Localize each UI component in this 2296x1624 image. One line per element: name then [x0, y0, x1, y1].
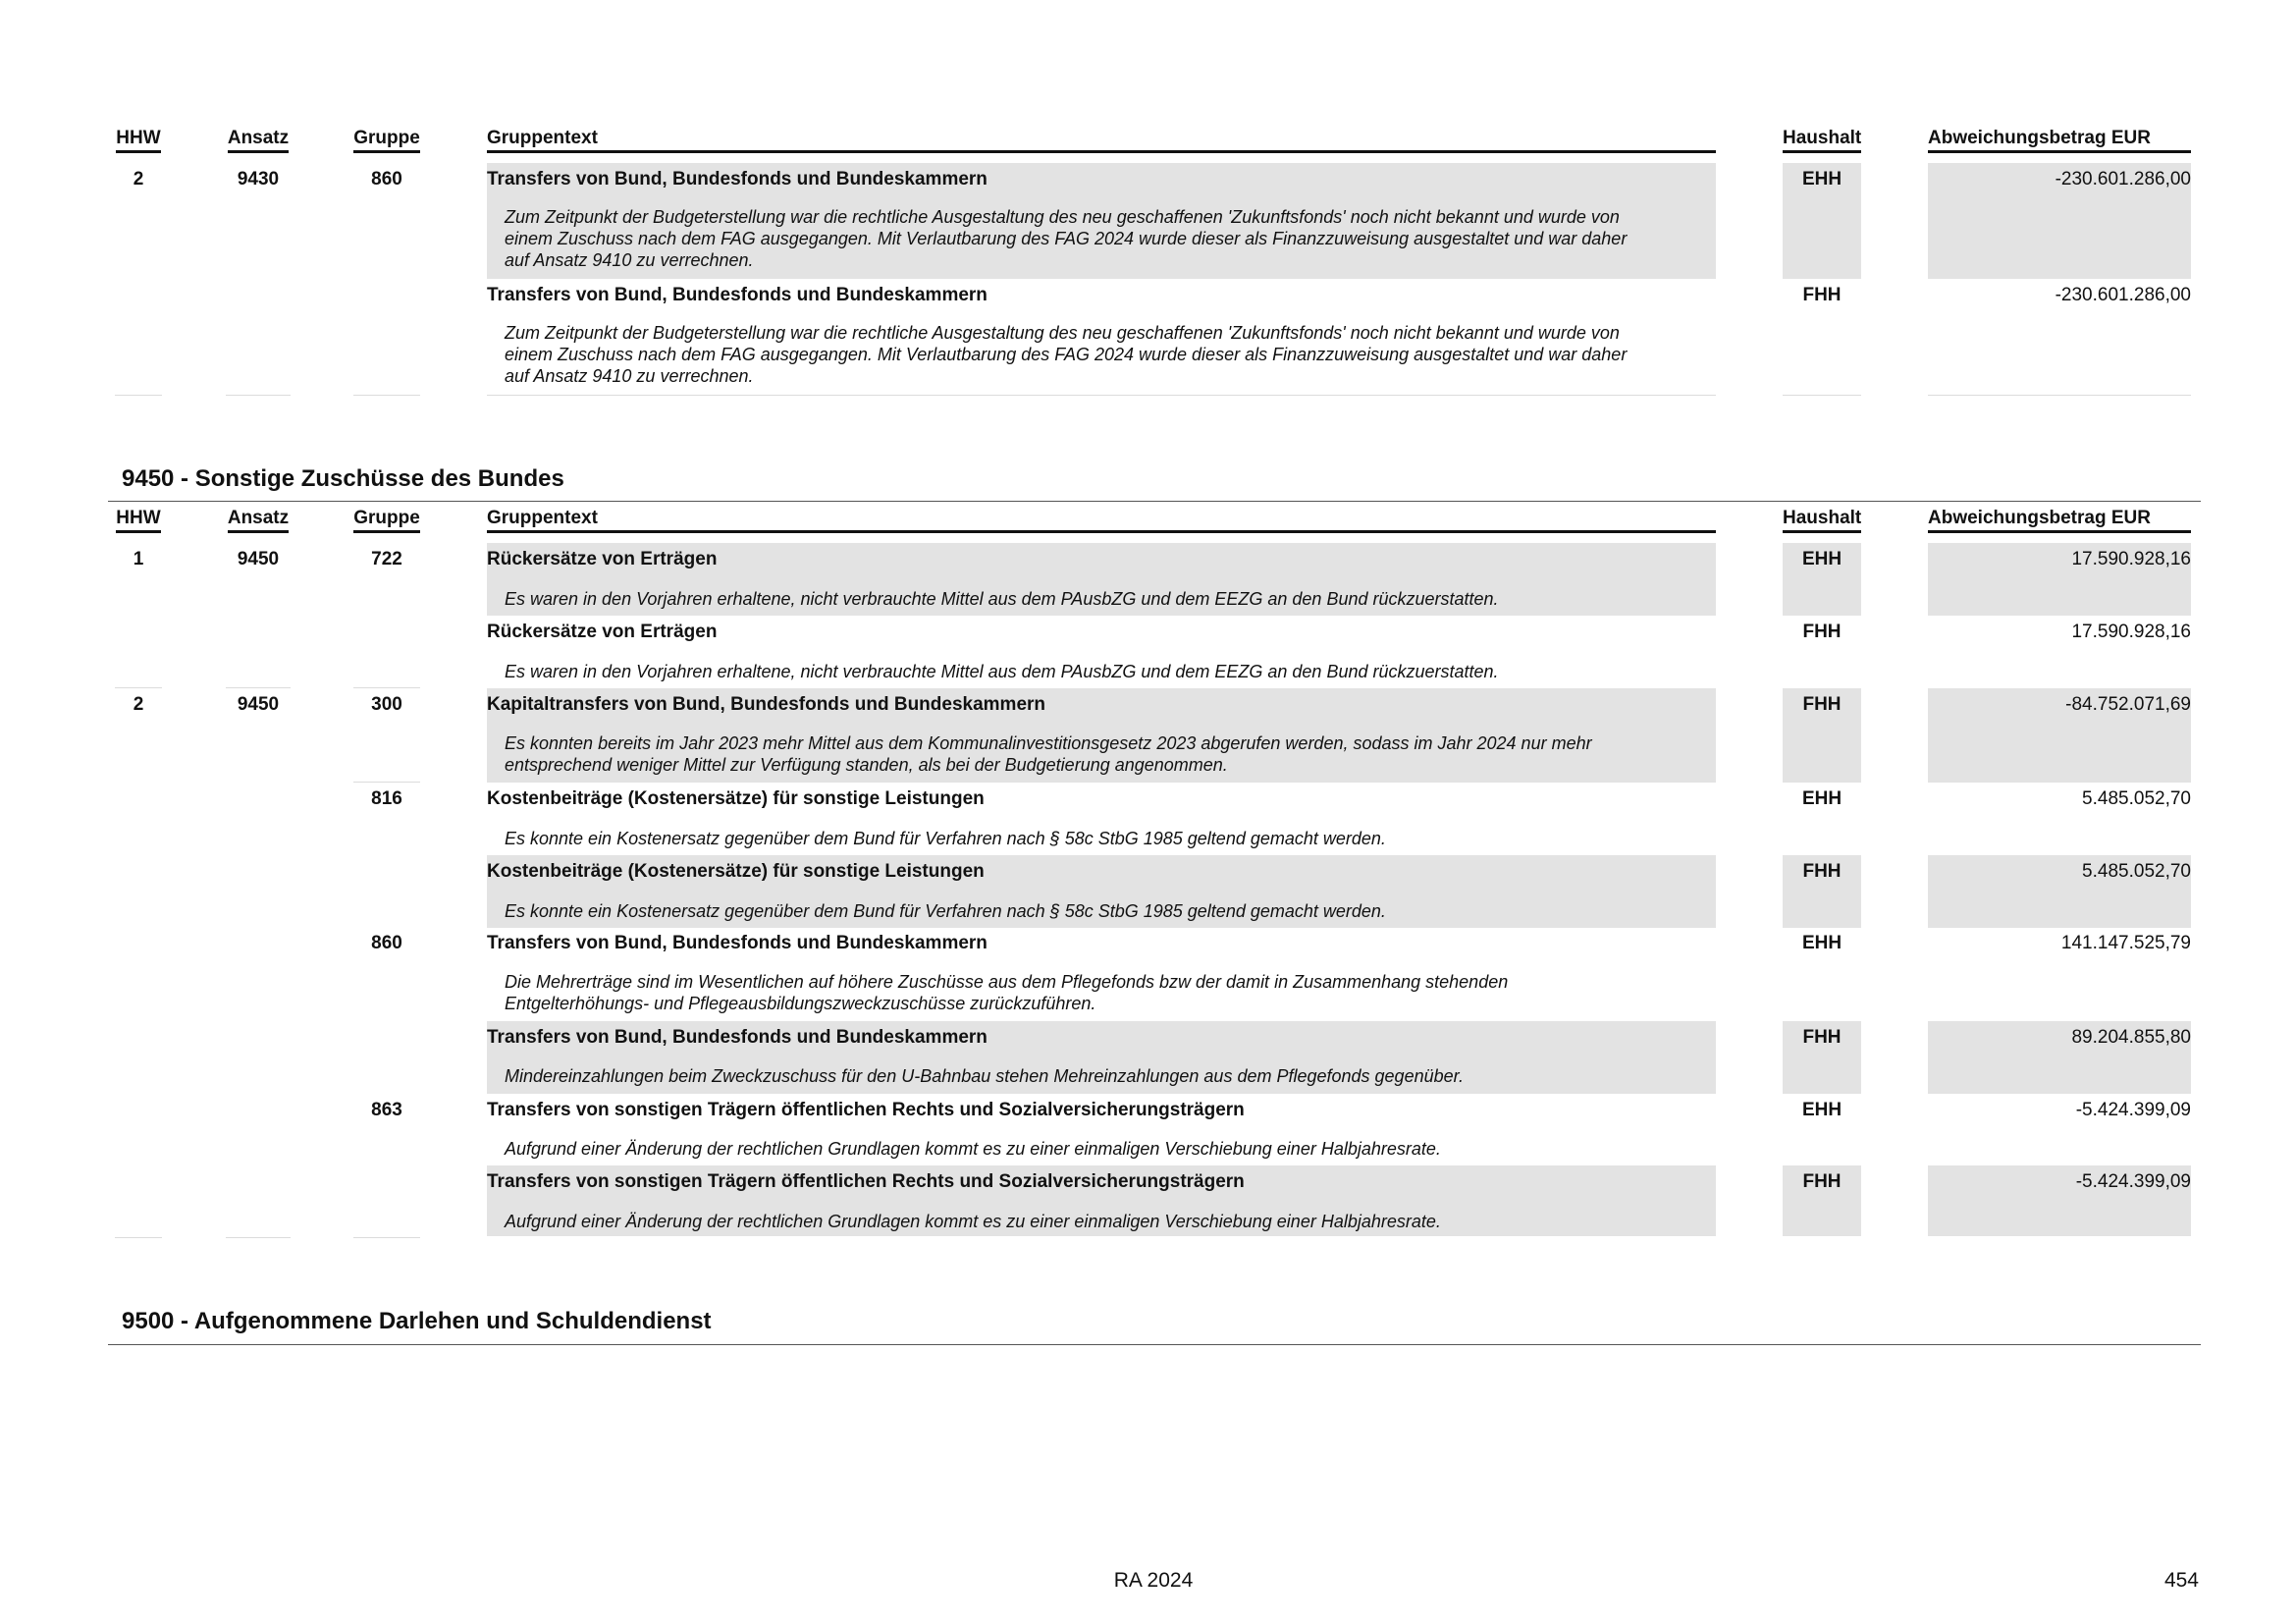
row-separator	[226, 687, 291, 688]
row-separator	[353, 687, 420, 688]
row-title: Kapitaltransfers von Bund, Bundesfonds und Bundeskammern	[487, 694, 1046, 715]
row-title: Transfers von sonstigen Trägern öffentlichen Rechts und Sozialversicherungsträgern	[487, 1100, 1245, 1120]
row-separator	[353, 782, 420, 783]
haushalt-value: FHH	[1802, 1027, 1842, 1048]
gruppe-value: 860	[371, 169, 402, 189]
haushalt-value: EHH	[1801, 1100, 1842, 1120]
hhw-value: 1	[133, 549, 144, 569]
section-rule	[108, 501, 2201, 502]
betrag-value: 141.147.525,79	[2060, 933, 2191, 953]
row-desc: Es konnte ein Kostenersatz gegenüber dem Bund für Verfahren nach § 58c StbG 1985 geltend gemacht werden.	[505, 829, 1386, 848]
row-desc: Zum Zeitpunkt der Budgeterstellung war die rechtliche Ausgestaltung des neu geschaffenen 'Zukunftsfonds' noch nicht bekannt und wurde von	[505, 323, 1620, 343]
gruppe-value: 860	[371, 933, 402, 953]
betrag-value: 5.485.052,70	[2082, 788, 2191, 809]
col-betrag: Abweichungsbetrag EUR	[1928, 506, 2191, 535]
haushalt-value: EHH	[1801, 933, 1842, 953]
row-title: Kostenbeiträge (Kostenersätze) für sonstige Leistungen	[487, 861, 985, 882]
row-desc: Aufgrund einer Änderung der rechtlichen Grundlagen kommt es zu einer einmaligen Verschiebung einer Halbjahresrate.	[505, 1212, 1441, 1231]
haushalt-value: EHH	[1801, 549, 1842, 569]
row-desc: einem Zuschuss nach dem FAG ausgegangen. Mit Verlautbarung des FAG 2024 wurde dieser als Finanzzuweisung ausgestaltet und war daher	[505, 345, 1628, 364]
row-desc: Aufgrund einer Änderung der rechtlichen Grundlagen kommt es zu einer einmaligen Verschiebung einer Halbjahresrate.	[505, 1139, 1441, 1159]
gruppe-value: 722	[371, 549, 402, 569]
col-hhw: HHW	[115, 126, 162, 155]
row-desc: Es konnte ein Kostenersatz gegenüber dem Bund für Verfahren nach § 58c StbG 1985 geltend gemacht werden.	[505, 901, 1386, 921]
betrag-value: -230.601.286,00	[2055, 285, 2191, 305]
betrag-value: -5.424.399,09	[2075, 1171, 2191, 1192]
column-header-top	[0, 126, 2296, 155]
row-title: Rückersätze von Erträgen	[487, 622, 718, 642]
row-title: Transfers von sonstigen Trägern öffentlichen Rechts und Sozialversicherungsträgern	[487, 1171, 1245, 1192]
row-desc: entsprechend weniger Mittel zur Verfügung standen, als bei der Budgetierung angenommen.	[505, 755, 1228, 775]
row-separator	[1783, 395, 1861, 396]
haushalt-value: FHH	[1802, 1171, 1842, 1192]
row-separator	[353, 395, 420, 396]
row-separator	[115, 687, 162, 688]
haushalt-value: FHH	[1802, 622, 1842, 642]
row-desc: auf Ansatz 9410 zu verrechnen.	[505, 366, 754, 386]
ansatz-value: 9450	[237, 694, 280, 715]
row-title: Rückersätze von Erträgen	[487, 549, 718, 569]
betrag-value: -230.601.286,00	[2055, 169, 2191, 189]
row-desc: einem Zuschuss nach dem FAG ausgegangen. Mit Verlautbarung des FAG 2024 wurde dieser als Finanzzuweisung ausgestaltet und war daher	[505, 229, 1628, 248]
row-desc: Die Mehrerträge sind im Wesentlichen auf höhere Zuschüsse aus dem Pflegefonds bzw der damit in Zusammenhang stehenden	[505, 972, 1509, 992]
row-desc: Entgelterhöhungs- und Pflegeausbildungszweckzuschüsse zurückzuführen.	[505, 994, 1096, 1013]
ansatz-value: 9450	[237, 549, 280, 569]
row-desc: Es konnten bereits im Jahr 2023 mehr Mittel aus dem Kommunalinvestitionsgesetz 2023 abgerufen werden, sodass im Jahr 2024 nur mehr	[505, 733, 1592, 753]
haushalt-value: EHH	[1801, 169, 1842, 189]
betrag-value: 17.590.928,16	[2071, 622, 2191, 642]
footer-doc-label: RA 2024	[1113, 1569, 1194, 1592]
betrag-value: 17.590.928,16	[2071, 549, 2191, 569]
ansatz-value: 9430	[237, 169, 280, 189]
betrag-value: -84.752.071,69	[2065, 694, 2191, 715]
page-number: 454	[2163, 1569, 2199, 1592]
col-gruppentext: Gruppentext	[487, 126, 1716, 155]
haushalt-value: FHH	[1802, 861, 1842, 882]
col-haushalt: Haushalt	[1783, 506, 1861, 535]
row-title: Transfers von Bund, Bundesfonds und Bundeskammern	[487, 169, 988, 189]
row-desc: Es waren in den Vorjahren erhaltene, nicht verbrauchte Mittel aus dem PAusbZG und dem EEZG an den Bund rückzuerstatten.	[505, 589, 1499, 609]
row-separator	[487, 395, 1716, 396]
col-gruppe: Gruppe	[353, 126, 420, 155]
row-title: Kostenbeiträge (Kostenersätze) für sonstige Leistungen	[487, 788, 985, 809]
col-betrag: Abweichungsbetrag EUR	[1928, 126, 2191, 155]
gruppe-value: 863	[371, 1100, 402, 1120]
column-header-9450	[0, 506, 2296, 535]
section-title-9450: 9450 - Sonstige Zuschüsse des Bundes	[122, 465, 564, 492]
haushalt-value: EHH	[1801, 788, 1842, 809]
row-separator	[353, 1237, 420, 1238]
hhw-value: 2	[133, 694, 144, 715]
row-separator	[115, 395, 162, 396]
row-separator	[1928, 395, 2191, 396]
row-title: Transfers von Bund, Bundesfonds und Bundeskammern	[487, 285, 988, 305]
col-gruppentext: Gruppentext	[487, 506, 1716, 535]
hhw-value: 2	[133, 169, 144, 189]
betrag-value: 5.485.052,70	[2082, 861, 2191, 882]
row-separator	[115, 1237, 162, 1238]
haushalt-value: FHH	[1802, 285, 1842, 305]
row-desc: Zum Zeitpunkt der Budgeterstellung war die rechtliche Ausgestaltung des neu geschaffenen 'Zukunftsfonds' noch nicht bekannt und wurde von	[505, 207, 1620, 227]
row-title: Transfers von Bund, Bundesfonds und Bundeskammern	[487, 1027, 988, 1048]
row-desc: auf Ansatz 9410 zu verrechnen.	[505, 250, 754, 270]
col-hhw: HHW	[115, 506, 162, 535]
row-separator	[226, 395, 291, 396]
row-desc: Es waren in den Vorjahren erhaltene, nicht verbrauchte Mittel aus dem PAusbZG und dem EEZG an den Bund rückzuerstatten.	[505, 662, 1499, 681]
col-gruppe: Gruppe	[353, 506, 420, 535]
gruppe-value: 816	[371, 788, 402, 809]
betrag-value: 89.204.855,80	[2071, 1027, 2191, 1048]
row-separator	[226, 1237, 291, 1238]
col-haushalt: Haushalt	[1783, 126, 1861, 155]
col-ansatz: Ansatz	[226, 126, 291, 155]
haushalt-value: FHH	[1802, 694, 1842, 715]
section-rule	[108, 1344, 2201, 1345]
betrag-value: -5.424.399,09	[2075, 1100, 2191, 1120]
row-title: Transfers von Bund, Bundesfonds und Bundeskammern	[487, 933, 988, 953]
gruppe-value: 300	[371, 694, 402, 715]
section-title-9500: 9500 - Aufgenommene Darlehen und Schuldendienst	[122, 1308, 712, 1334]
row-desc: Mindereinzahlungen beim Zweckzuschuss für den U-Bahnbau stehen Mehreinzahlungen aus dem Pflegefonds gegenüber.	[505, 1066, 1464, 1086]
col-ansatz: Ansatz	[226, 506, 291, 535]
